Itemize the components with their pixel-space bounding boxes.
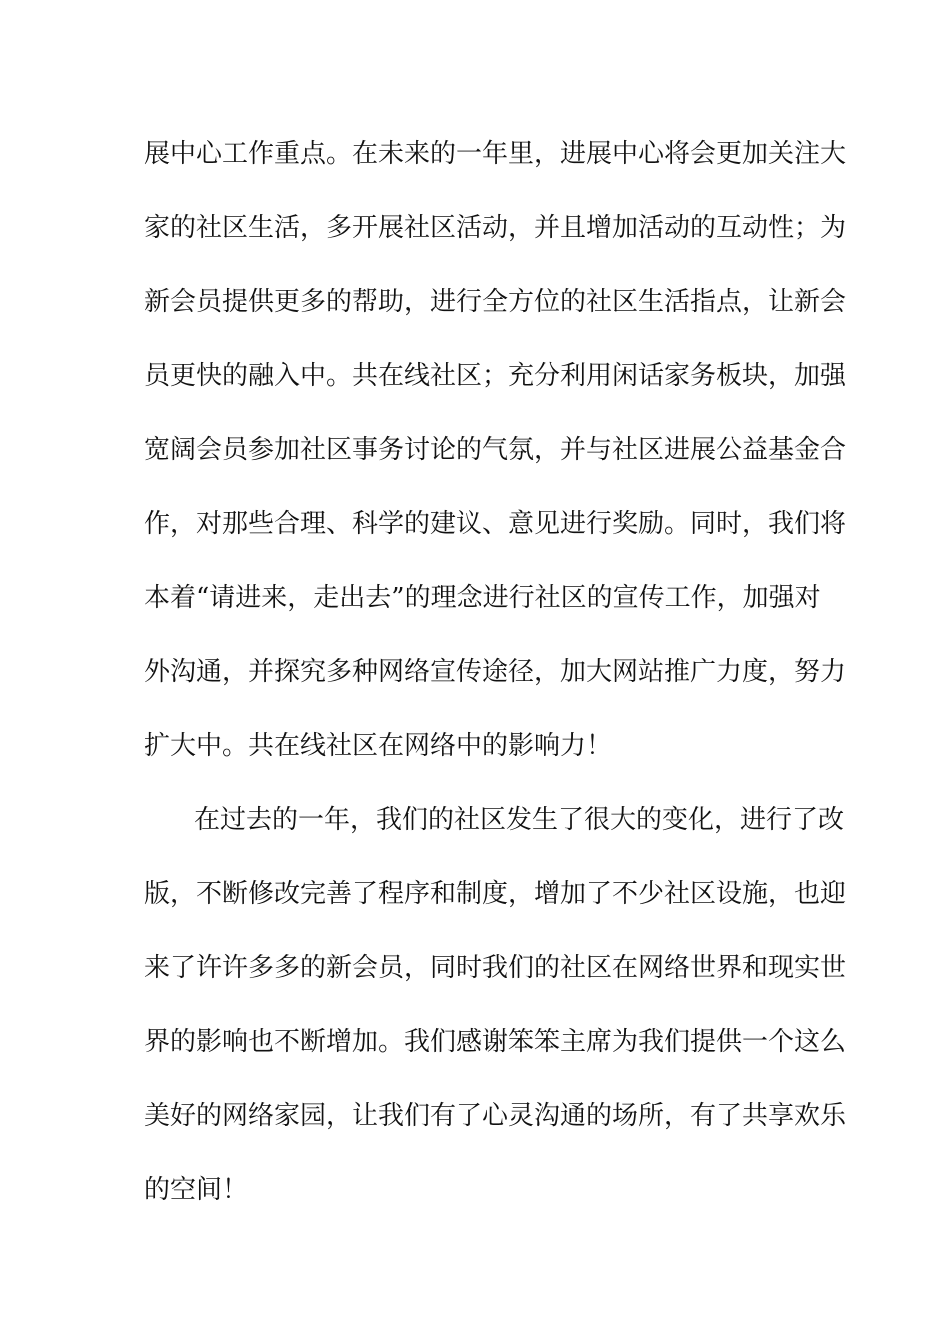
document-body xyxy=(144,130,847,1240)
text-line: 展中心工作重点。在未来的一年里，进展中心将会更加关注大 xyxy=(144,139,847,169)
paragraph-1 xyxy=(144,130,847,770)
text-line: 界的影响也不断增加。我们感谢笨笨主席为我们提供一个这么 xyxy=(144,1027,847,1057)
text-line: 宽阔会员参加社区事务讨论的气氛，并与社区进展公益基金合 xyxy=(144,435,847,465)
text-line: 本着“请进来，走出去”的理念进行社区的宣传工作，加强对 xyxy=(144,583,821,613)
text-line: 来了许许多多的新会员，同时我们的社区在网络世界和现实世 xyxy=(144,953,847,983)
text-line: 扩大中。共在线社区在网络中的影响力！ xyxy=(144,731,613,761)
text-line: 美好的网络家园，让我们有了心灵沟通的场所，有了共享欢乐 xyxy=(144,1101,847,1131)
text-line: 家的社区生活，多开展社区活动，并且增加活动的互动性；为 xyxy=(144,213,847,243)
text-line: 版，不断修改完善了程序和制度，增加了不少社区设施，也迎 xyxy=(144,879,847,909)
paragraph-2 xyxy=(144,796,847,1214)
text-line: 员更快的融入中。共在线社区；充分利用闲话家务板块，加强 xyxy=(144,361,847,391)
text-line: 在过去的一年，我们的社区发生了很大的变化，进行了改 xyxy=(194,805,845,835)
text-line: 的空间！ xyxy=(144,1175,249,1205)
text-line: 外沟通，并探究多种网络宣传途径，加大网站推广力度，努力 xyxy=(144,657,847,687)
text-line: 新会员提供更多的帮助，进行全方位的社区生活指点，让新会 xyxy=(144,287,847,317)
text-line: 作，对那些合理、科学的建议、意见进行奖励。同时，我们将 xyxy=(144,509,847,539)
